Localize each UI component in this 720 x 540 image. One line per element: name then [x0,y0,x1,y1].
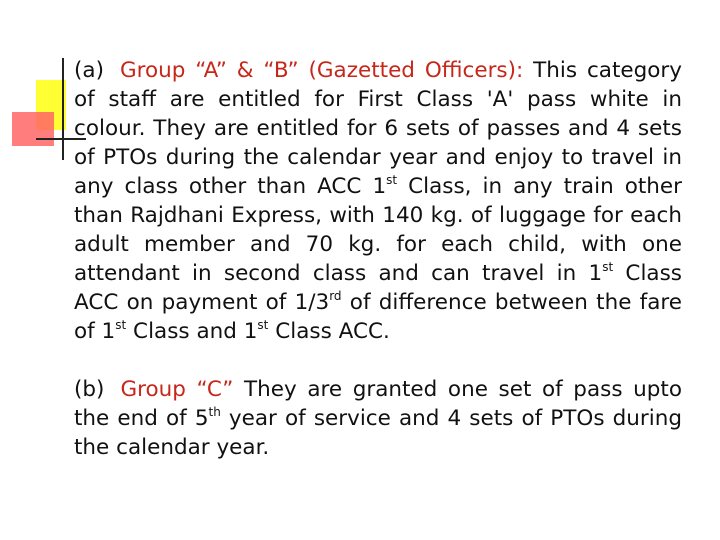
decorative-red-block [12,112,54,146]
decorative-vertical-line [62,58,64,160]
paragraph-a-text-1: This category of staff are entitled for First Class 'A' pass white in colour. They are entitled for 6 sets of passes and 4 sets of PTOs during the calendar year and enjoy to travel in any class other than ACC 1 [74,58,682,199]
paragraph-a-text-4: of difference between the fare of 1 [74,290,682,344]
paragraph-b-text-2: year of service and 4 sets of PTOs during the calendar year. [74,406,682,460]
paragraph-a-marker: (a) [74,58,104,83]
superscript: st [257,318,269,332]
superscript: st [386,173,398,187]
slide-body [74,56,682,462]
paragraph-a-text-5: Class and 1 [126,319,258,344]
paragraph-a [74,56,682,346]
superscript: st [602,260,614,274]
paragraph-b-marker: (b) [74,377,105,402]
paragraph-b-heading: Group “C” [120,377,234,402]
paragraph-b [74,375,682,462]
superscript: st [115,318,127,332]
paragraph-a-text-2: Class, in any train other than Rajdhani Express, with 140 kg. of luggage for each adult member and 70 kg. for each child, with one attendant in second class and can travel in 1 [74,174,682,286]
paragraph-a-text-3: Class ACC on payment of 1/3 [74,261,682,315]
paragraph-a-heading: Group “A” & “B” (Gazetted Officers): [119,58,524,83]
superscript: th [208,405,221,419]
paragraph-a-text-6: Class ACC. [268,319,390,344]
superscript: rd [329,289,342,303]
paragraph-b-text-1: They are granted one set of pass upto the end of 5 [74,377,682,431]
